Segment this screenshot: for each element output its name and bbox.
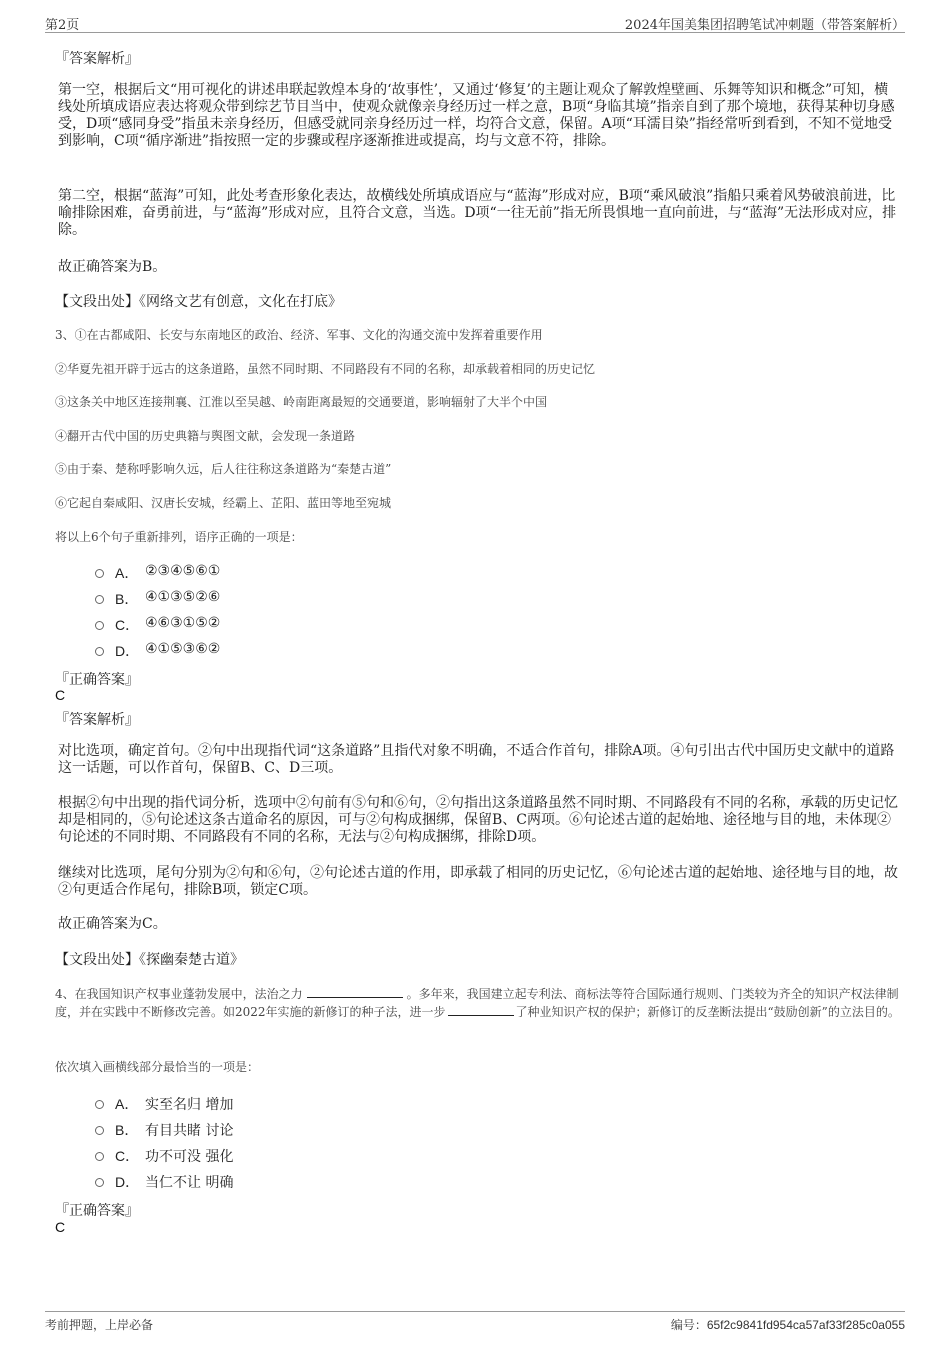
q3-answer-label: 『正确答案』 xyxy=(55,672,139,688)
q2-source: 【文段出处】《网络文艺有创意，文化在打底》 xyxy=(55,294,342,310)
q3-stem-line-6: ⑥它起自秦咸阳、汉唐长安城，经霸上、芷阳、蓝田等地至宛城 xyxy=(55,496,392,510)
q3-analysis-paragraph-1: 对比选项，确定首句。②句中出现指代词“这条道路”且指代对象不明确，不适合作首句，排除A项。④句引出古代中国历史文献中的道路这一话题，可以作首句，保留B、C、D三项。 xyxy=(58,743,895,776)
q2-analysis-paragraph-2: 第二空，根据“蓝海”可知，此处考查形象化表达，故横线处所填成语应与“蓝海”形成对应，B项“乘风破浪”指船只乘着风势破浪前进，比喻排除困难，奋勇前进，与“蓝海”形成对应，且符合文意，当选。D项“一往无前”指无所畏惧地一直向前进，与“蓝海”无法形成对应，排除。 xyxy=(58,188,897,238)
option-text: ④⑥③①⑤② xyxy=(145,615,221,631)
option-letter: C． xyxy=(115,617,140,633)
document-title: 2024年国美集团招聘笔试冲刺题（带答案解析） xyxy=(624,18,905,33)
radio-icon[interactable] xyxy=(95,1152,104,1161)
q4-stem-part-1: 4、在我国知识产权事业蓬勃发展中，法治之力 xyxy=(55,987,303,1001)
option-text: ④①⑤③⑥② xyxy=(145,641,221,657)
radio-icon[interactable] xyxy=(95,647,104,656)
footer-slogan: 考前押题，上岸必备 xyxy=(45,1318,154,1332)
page-footer xyxy=(45,1311,905,1334)
option-letter: A． xyxy=(115,1096,139,1112)
document-code: 编号：65f2c9841fd954ca57af33f285c0a055 xyxy=(670,1318,905,1332)
radio-icon[interactable] xyxy=(95,621,104,630)
option-letter: D． xyxy=(115,643,140,659)
q3-analysis-label: 『答案解析』 xyxy=(55,712,139,728)
page-header xyxy=(45,12,905,33)
radio-icon[interactable] xyxy=(95,595,104,604)
q3-stem-line-5: ⑤由于秦、楚称呼影响久远，后人往往称这条道路为“秦楚古道” xyxy=(55,462,392,476)
q2-conclusion: 故正确答案为B。 xyxy=(58,259,167,275)
q4-stem xyxy=(55,985,902,1021)
option-letter: B． xyxy=(115,1122,139,1138)
q3-source: 【文段出处】《探幽秦楚古道》 xyxy=(55,952,244,968)
option-letter: A． xyxy=(115,565,139,581)
option-letter: B． xyxy=(115,591,139,607)
radio-icon[interactable] xyxy=(95,569,104,578)
q4-answer-value: C xyxy=(55,1219,66,1235)
fill-blank-2 xyxy=(448,1004,514,1016)
q3-answer-value: C xyxy=(55,687,66,703)
radio-icon[interactable] xyxy=(95,1100,104,1109)
option-text: 当仁不让 明确 xyxy=(145,1175,234,1191)
q3-analysis-paragraph-3: 继续对比选项，尾句分别为②句和⑥句，②句论述古道的作用，即承载了相同的历史记忆，⑥句论述古道的起始地、途径地与目的地，故②句更适合作尾句，排除B项，锁定C项。 xyxy=(58,865,898,898)
q2-analysis-label: 『答案解析』 xyxy=(55,51,139,67)
option-text: ④①③⑤②⑥ xyxy=(145,589,221,605)
radio-icon[interactable] xyxy=(95,1126,104,1135)
radio-icon[interactable] xyxy=(95,1178,104,1187)
option-letter: C． xyxy=(115,1148,140,1164)
q3-conclusion: 故正确答案为C。 xyxy=(58,916,167,932)
option-text: 有目共睹 讨论 xyxy=(145,1123,234,1139)
q3-prompt: 将以上6个句子重新排列，语序正确的一项是： xyxy=(55,530,303,544)
q4-answer-label: 『正确答案』 xyxy=(55,1203,139,1219)
q3-stem-line-1: 3、①在古都咸阳、长安与东南地区的政治、经济、军事、文化的沟通交流中发挥着重要作用 xyxy=(55,328,543,342)
q3-stem-line-3: ③这条关中地区连接荆襄、江淮以至吴越、岭南距离最短的交通要道，影响辐射了大半个中国 xyxy=(55,395,548,409)
q4-prompt: 依次填入画横线部分最恰当的一项是： xyxy=(55,1060,260,1074)
option-text: ②③④⑤⑥① xyxy=(145,563,221,579)
page-number: 第2页 xyxy=(45,18,80,33)
option-text: 实至名归 增加 xyxy=(145,1097,234,1113)
q3-analysis-paragraph-2: 根据②句中出现的指代词分析，选项中②句前有⑤句和⑥句，②句指出这条道路虽然不同时期、不同路段有不同的名称，承载的历史记忆却是相同的，⑤句论述这条古道命名的原因，可与②句构成捆绑，保留B、C两项。⑥句论述古道的起始地、途径地与目的地，未体现②句论述的不同时期、不同路段有不同的名称，无法与②句构成捆绑，排除D项。 xyxy=(58,795,898,845)
q4-stem-part-2: 。多年来，我国建立起专利法、商标法等符合国际通行规则、门类较为齐全的知识产权法律制度，并在实践中不断修改完善。如2022年实施的新修订的种子法，进一步 xyxy=(55,987,899,1019)
option-text: 功不可没 强化 xyxy=(145,1149,234,1165)
q3-stem-line-4: ④翻开古代中国的历史典籍与舆图文献，会发现一条道路 xyxy=(55,429,356,443)
q2-analysis-paragraph-1: 第一空，根据后文“用可视化的讲述串联起敦煌本身的‘故事性’，又通过‘修复’的主题让观众了解敦煌壁画、乐舞等知识和概念”可知，横线处所填成语应表达将观众带到综艺节目当中，使观众就像亲身经历过一样之意，B项“身临其境”指亲自到了那个境地，获得某种切身感受，D项“感同身受”指虽未亲身经历，但感受就同亲身经历过一样，均符合文意，保留。A项“耳濡目染”指经常听到看到，不知不觉地受到影响，C项“循序渐进”指按照一定的步骤或程序逐渐推进或提高，均与文意不符，排除。 xyxy=(58,82,895,149)
q4-stem-part-3: 了种业知识产权的保护；新修订的反垄断法提出“鼓励创新”的立法目的。 xyxy=(515,1005,900,1019)
q3-stem-line-2: ②华夏先祖开辟于远古的这条道路，虽然不同时期、不同路段有不同的名称，却承载着相同的历史记忆 xyxy=(55,362,596,376)
fill-blank-1 xyxy=(307,986,403,998)
option-letter: D． xyxy=(115,1174,140,1190)
